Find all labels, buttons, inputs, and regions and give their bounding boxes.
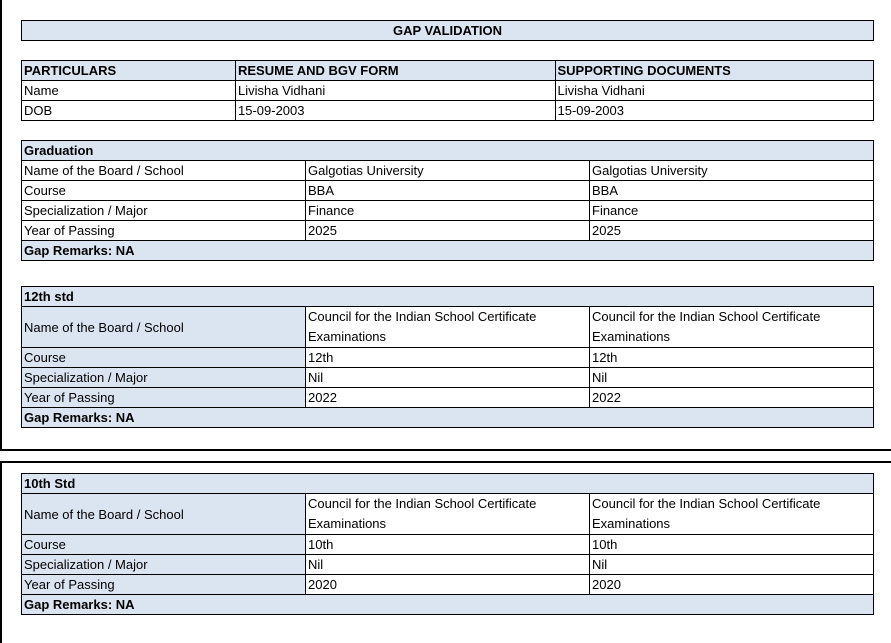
table-row	[22, 101, 874, 121]
section-heading: 10th Std	[22, 474, 874, 494]
section-heading: 12th std	[22, 287, 874, 307]
docs-value: 12th	[590, 348, 874, 368]
particulars-table	[21, 60, 874, 121]
gap-remarks: Gap Remarks: NA	[22, 408, 874, 428]
table-row	[22, 368, 874, 388]
table-row	[22, 388, 874, 408]
header-resume: RESUME AND BGV FORM	[236, 61, 556, 81]
resume-value: 12th	[306, 348, 590, 368]
row-label: Name of the Board / School	[22, 161, 306, 181]
row-label: Name of the Board / School	[22, 494, 306, 535]
resume-value: Council for the Indian School Certificate Examinations	[306, 494, 590, 535]
docs-value: 15-09-2003	[555, 101, 874, 121]
docs-value: 2022	[590, 388, 874, 408]
table-row	[22, 575, 874, 595]
resume-value: 2022	[306, 388, 590, 408]
resume-value: Livisha Vidhani	[236, 81, 556, 101]
table-row	[22, 307, 874, 348]
section-heading-row	[22, 287, 874, 307]
gap-remarks: Gap Remarks: NA	[22, 595, 874, 615]
page-title: GAP VALIDATION	[21, 20, 874, 41]
row-label: Specialization / Major	[22, 368, 306, 388]
resume-value: 15-09-2003	[236, 101, 556, 121]
resume-value: Galgotias University	[306, 161, 590, 181]
row-label: Specialization / Major	[22, 201, 306, 221]
row-label: Course	[22, 535, 306, 555]
gap-remarks-row	[22, 241, 874, 261]
section-heading: Graduation	[22, 141, 874, 161]
row-label: Specialization / Major	[22, 555, 306, 575]
gap-remarks-row	[22, 408, 874, 428]
docs-value: Galgotias University	[590, 161, 874, 181]
docs-value: 10th	[590, 535, 874, 555]
table-row	[22, 221, 874, 241]
table-row	[22, 161, 874, 181]
resume-value: Nil	[306, 555, 590, 575]
row-label: Course	[22, 348, 306, 368]
table-row	[22, 348, 874, 368]
resume-value: Nil	[306, 368, 590, 388]
section-heading-row	[22, 141, 874, 161]
twelfth-table	[21, 286, 874, 428]
docs-value: BBA	[590, 181, 874, 201]
row-label: Course	[22, 181, 306, 201]
header-particulars: PARTICULARS	[22, 61, 236, 81]
resume-value: Council for the Indian School Certificate Examinations	[306, 307, 590, 348]
resume-value: BBA	[306, 181, 590, 201]
table-row	[22, 81, 874, 101]
resume-value: Finance	[306, 201, 590, 221]
docs-value: Livisha Vidhani	[555, 81, 874, 101]
table-row	[22, 201, 874, 221]
resume-value: 10th	[306, 535, 590, 555]
graduation-table	[21, 140, 874, 261]
row-label: Year of Passing	[22, 388, 306, 408]
table-row	[22, 555, 874, 575]
docs-value: Nil	[590, 368, 874, 388]
tenth-table	[21, 473, 874, 615]
gap-remarks: Gap Remarks: NA	[22, 241, 874, 261]
docs-value: Council for the Indian School Certificate Examinations	[590, 494, 874, 535]
section-heading-row	[22, 474, 874, 494]
table-row	[22, 535, 874, 555]
row-label: Name of the Board / School	[22, 307, 306, 348]
resume-value: 2025	[306, 221, 590, 241]
docs-value: Finance	[590, 201, 874, 221]
table-row	[22, 494, 874, 535]
row-label: Name	[22, 81, 236, 101]
gap-remarks-row	[22, 595, 874, 615]
docs-value: Council for the Indian School Certificate Examinations	[590, 307, 874, 348]
docs-value: Nil	[590, 555, 874, 575]
row-label: Year of Passing	[22, 221, 306, 241]
header-docs: SUPPORTING DOCUMENTS	[555, 61, 874, 81]
row-label: Year of Passing	[22, 575, 306, 595]
docs-value: 2020	[590, 575, 874, 595]
docs-value: 2025	[590, 221, 874, 241]
resume-value: 2020	[306, 575, 590, 595]
row-label: DOB	[22, 101, 236, 121]
table-header-row	[22, 61, 874, 81]
page-two	[0, 461, 891, 643]
table-row	[22, 181, 874, 201]
